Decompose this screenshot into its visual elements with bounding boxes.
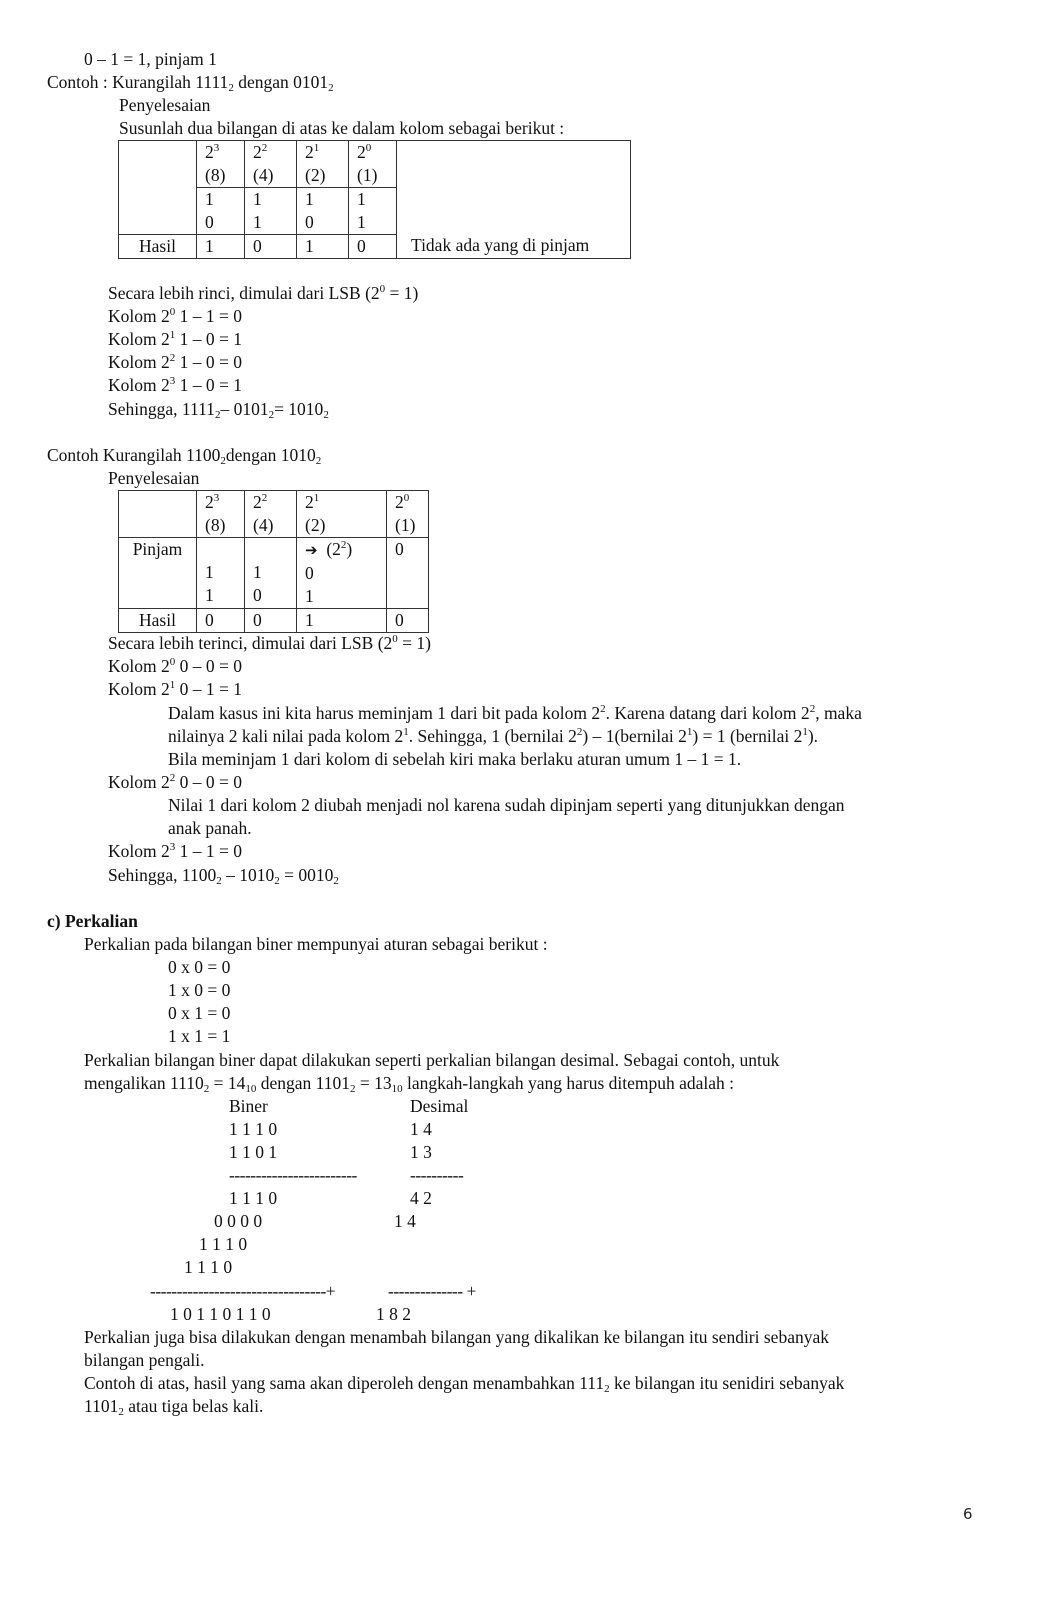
example2-step: Kolom $2^3$ 1 – 1 = 0	[108, 841, 242, 861]
decimal-sum-divider: -------------- +	[388, 1281, 476, 1301]
borrow-explanation: Dalam kasus ini kita harus meminjam 1 dari bit pada kolom $2^2$. Karena datang dari kolom $2^2$, maka	[168, 703, 862, 723]
binary-row: 1 1 1 0	[184, 1257, 233, 1277]
header-cell: $2^0$ (1)	[387, 491, 429, 538]
multiplication-rule: 1 x 0 = 0	[168, 980, 231, 1000]
value-cell: 1 0	[197, 187, 245, 234]
header-cell: $2^3$ (8)	[197, 491, 245, 538]
example2-step: Kolom $2^2$ 0 – 0 = 0	[108, 772, 242, 792]
header-cell: $2^2$ (4)	[245, 141, 297, 188]
no-borrow-note: Tidak ada yang di pinjam	[397, 234, 631, 258]
table-row	[119, 491, 429, 538]
binary-row: 0 0 0 0	[214, 1211, 263, 1231]
arrow-right-icon: ➔	[305, 541, 318, 559]
result-cell: 1	[197, 234, 245, 258]
subtraction-rule: 0 – 1 = 1, pinjam 1	[84, 49, 217, 69]
example1-title-b: dengan 0101	[233, 72, 329, 92]
zero-explanation: anak panah.	[168, 818, 252, 838]
binary-row: 1 1 1 0	[199, 1234, 248, 1254]
multiplication-paragraph: Contoh di atas, hasil yang sama akan diperoleh dengan menambahkan $111_2$ ke bilangan itu senidiri sebanyak	[84, 1373, 845, 1395]
empty-cell	[119, 187, 197, 234]
binary-sum-divider: ---------------------------------+	[150, 1281, 336, 1301]
example1-detail-intro: Secara lebih rinci, dimulai dari LSB $(2^0 = 1)$	[108, 283, 419, 303]
binary-row: 1 1 1 0	[229, 1188, 278, 1208]
result-cell: 0	[245, 234, 297, 258]
header-cell: $2^2$ (4)	[245, 491, 297, 538]
example1-title	[47, 71, 334, 94]
empty-cell	[119, 491, 197, 538]
multiplication-rule: 0 x 0 = 0	[168, 957, 231, 977]
example1-solution-label: Penyelesaian	[119, 95, 211, 115]
result-cell: 0	[197, 609, 245, 633]
zero-explanation: Nilai 1 dari kolom 2 diubah menjadi nol karena sudah dipinjam seperti yang ditunjukkan dengan	[168, 795, 845, 815]
binary-divider: ------------------------	[229, 1165, 357, 1185]
result-cell: 0	[349, 234, 397, 258]
decimal-row: 1 3	[410, 1142, 432, 1162]
result-row	[119, 234, 631, 258]
value-cell: 1 0	[245, 538, 297, 609]
binary-row: 1 1 0 1	[229, 1142, 278, 1162]
example2-solution-label: Penyelesaian	[108, 468, 200, 488]
decimal-row: 1 4	[410, 1119, 432, 1139]
borrow-row	[119, 538, 429, 609]
example2-detail-intro: Secara lebih terinci, dimulai dari LSB $(2^0 = 1)$	[108, 633, 431, 653]
result-label: Hasil	[119, 609, 197, 633]
base-subscript: 2	[228, 82, 234, 94]
multiplication-paragraph: $1101_2$ atau tiga belas kali.	[84, 1396, 264, 1418]
borrow-explanation: nilainya 2 kali nilai pada kolom $2^1$. Sehingga, 1 (bernilai $2^2$) – 1(bernilai $2^1) = 1$ (bernilai $2^1$).	[168, 726, 819, 746]
example1-step: Kolom $2^0$ 1 – 1 = 0	[108, 306, 242, 326]
section-heading-multiplication: c) Perkalian	[47, 911, 138, 931]
empty-cell	[119, 141, 197, 188]
result-row	[119, 609, 429, 633]
binary-header: Biner	[229, 1096, 268, 1116]
example1-instruction: Susunlah dua bilangan di atas ke dalam kolom sebagai berikut :	[119, 118, 565, 138]
example1-step: Kolom $2^3$ 1 – 0 = 1	[108, 375, 242, 395]
decimal-row: 4 2	[410, 1188, 432, 1208]
value-cell: 1 1	[197, 538, 245, 609]
decimal-result: 1 8 2	[376, 1304, 411, 1324]
value-cell: ➔ $(2^2)$ 0 1	[297, 538, 387, 609]
multiplication-intro: Perkalian pada bilangan biner mempunyai aturan sebagai berikut :	[84, 934, 548, 954]
value-cell: 0	[387, 538, 429, 609]
example1-step: Kolom $2^2$ 1 – 0 = 0	[108, 352, 242, 372]
borrow-explanation: Bila meminjam 1 dari kolom di sebelah kiri maka berlaku aturan umum 1 – 1 = 1.	[168, 749, 742, 769]
example2-step: Kolom $2^1$ 0 – 1 = 1	[108, 679, 242, 699]
multiplication-rule: 1 x 1 = 1	[168, 1026, 231, 1046]
example2-table	[118, 490, 429, 633]
table-row	[119, 141, 631, 188]
binary-result: 1 0 1 1 0 1 1 0	[170, 1304, 271, 1324]
example2-step: Kolom $2^0$ 0 – 0 = 0	[108, 656, 242, 676]
binary-row: 1 1 1 0	[229, 1119, 278, 1139]
multiplication-paragraph: mengalikan $1110_2 = 14_{10}$ dengan $1101_2 = 13_{10}$ langkah-langkah yang harus ditempuh adalah :	[84, 1073, 735, 1095]
decimal-divider: ----------	[410, 1165, 464, 1185]
example1-table	[118, 140, 631, 259]
example2-title: Contoh Kurangilah $1100_2dengan$ $1010_2$	[47, 445, 322, 467]
result-cell: 0	[387, 609, 429, 633]
result-label: Hasil	[119, 234, 197, 258]
value-cell: 1 1	[245, 187, 297, 234]
header-cell: $2^1$ (2)	[297, 491, 387, 538]
header-cell: $2^0$ (1)	[349, 141, 397, 188]
decimal-row: 1 4	[394, 1211, 416, 1231]
note-cell-empty	[397, 141, 631, 235]
header-cell: $2^3$ (8)	[197, 141, 245, 188]
page-number: 6	[963, 1505, 973, 1523]
base-subscript: 2	[328, 82, 334, 94]
result-cell: 1	[297, 234, 349, 258]
value-cell: 1 1	[349, 187, 397, 234]
multiplication-rule: 0 x 1 = 0	[168, 1003, 231, 1023]
result-cell: 0	[245, 609, 297, 633]
example1-step: Kolom $2^1$ 1 – 0 = 1	[108, 329, 242, 349]
example2-conclusion: Sehingga, $1100_2 - 1010_2 = 0010_2$	[108, 865, 339, 887]
decimal-header: Desimal	[410, 1096, 469, 1116]
example1-conclusion: Sehingga, $1111_2-$ $0101_2= 1010_2$	[108, 399, 329, 421]
result-cell: 1	[297, 609, 387, 633]
multiplication-paragraph: Perkalian juga bisa dilakukan dengan menambah bilangan yang dikalikan ke bilangan itu sendiri sebanyak	[84, 1327, 829, 1347]
value-cell: 1 0	[297, 187, 349, 234]
example1-title-a: Contoh : Kurangilah 1111	[47, 72, 229, 92]
borrow-label: Pinjam	[119, 538, 197, 609]
header-cell: $2^1$ (2)	[297, 141, 349, 188]
multiplication-paragraph: Perkalian bilangan biner dapat dilakukan seperti perkalian bilangan desimal. Sebagai contoh, untuk	[84, 1050, 780, 1070]
multiplication-paragraph: bilangan pengali.	[84, 1350, 205, 1370]
